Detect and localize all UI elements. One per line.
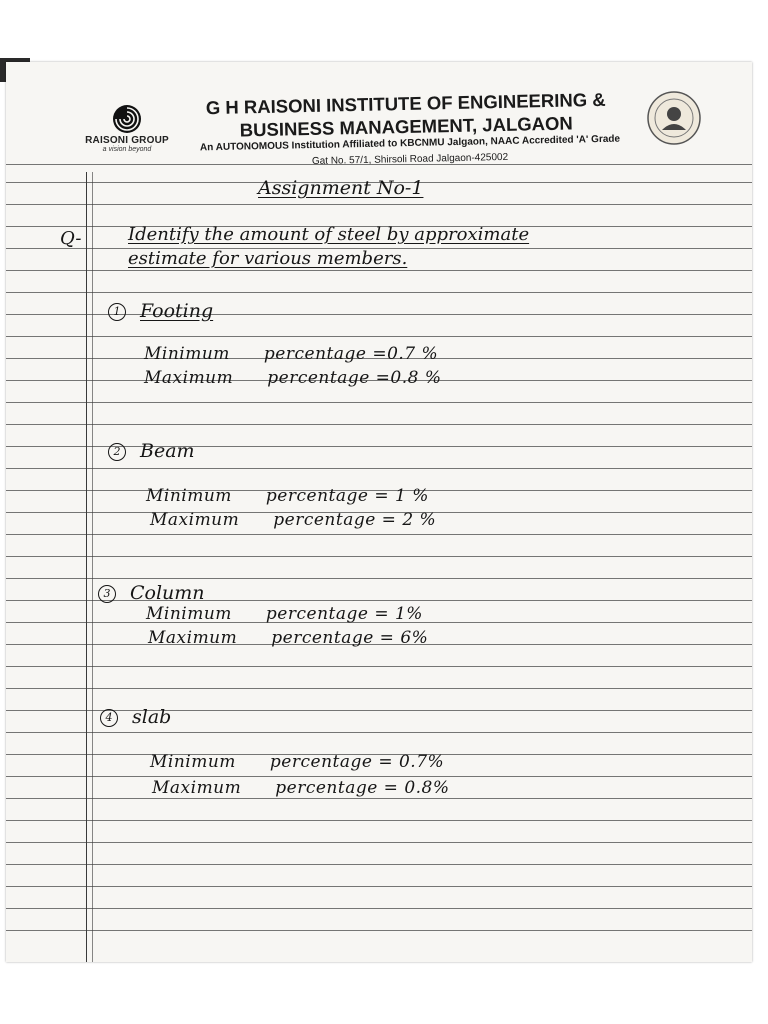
max-row [150, 510, 436, 530]
max-row [148, 628, 428, 648]
notebook-page [6, 62, 752, 962]
min-value: percentage = 0.7% [269, 752, 445, 772]
ruled-line [6, 270, 752, 271]
ruled-line [6, 886, 752, 887]
member-heading [98, 582, 205, 604]
min-label: Minimum [144, 344, 230, 364]
min-label: Minimum [150, 752, 236, 772]
ruled-line [6, 820, 752, 821]
max-label: Maximum [152, 778, 242, 798]
min-row [150, 752, 444, 772]
member-name: Beam [140, 440, 195, 462]
member-heading [100, 706, 171, 728]
member-name: Footing [140, 300, 214, 322]
ruled-line [6, 798, 752, 799]
max-label: Maximum [148, 628, 238, 648]
college-name-line2: BUSINESS MANAGEMENT, JALGAON [239, 112, 573, 141]
min-row [146, 604, 423, 624]
min-value: percentage = 1 % [265, 486, 429, 506]
ruled-line [6, 534, 752, 535]
min-label: Minimum [146, 604, 232, 624]
ruled-line [6, 468, 752, 469]
seal-icon [646, 90, 702, 146]
max-value: percentage =0.8 % [267, 368, 442, 388]
max-row [152, 778, 450, 798]
member-name: Column [130, 582, 205, 604]
college-subtitle: An AUTONOMOUS Institution Affiliated to KBCNMU Jalgaon, NAAC Accredited 'A' Grade [199, 133, 621, 154]
ruled-line [6, 842, 752, 843]
logo-name: RAISONI GROUP [85, 135, 169, 146]
member-heading [108, 300, 213, 322]
ruled-line [6, 424, 752, 425]
logo-tagline: a vision beyond [102, 146, 152, 153]
ruled-line [6, 688, 752, 689]
assignment-title: Assignment No-1 [258, 177, 424, 199]
min-row [144, 344, 438, 364]
member-number: 1 [108, 303, 126, 321]
ruled-line [6, 292, 752, 293]
ruled-line [6, 578, 752, 579]
swirl-logo-icon [110, 104, 144, 134]
question-line2: estimate for various members. [128, 248, 408, 269]
min-value: percentage =0.7 % [263, 344, 439, 364]
ruled-line [6, 336, 752, 337]
ruled-line [6, 930, 752, 931]
min-value: percentage = 1% [265, 604, 423, 624]
ruled-line [6, 402, 752, 403]
max-row [144, 368, 442, 388]
member-number: 3 [98, 585, 116, 603]
margin-line [86, 172, 87, 962]
ruled-line [6, 776, 752, 777]
member-number: 4 [100, 709, 118, 727]
max-value: percentage = 2 % [273, 510, 437, 530]
raisoni-logo [82, 104, 172, 153]
ruled-line [6, 666, 752, 667]
member-heading [108, 440, 195, 462]
member-name: slab [132, 706, 172, 728]
question-label: Q- [60, 228, 82, 249]
margin-line [92, 172, 93, 962]
ruled-line [6, 864, 752, 865]
max-value: percentage = 6% [271, 628, 429, 648]
question-line1: Identify the amount of steel by approximate [128, 224, 530, 245]
max-label: Maximum [144, 368, 234, 388]
ruled-line [6, 556, 752, 557]
min-label: Minimum [146, 486, 232, 506]
college-address: Gat No. 57/1, Shirsoli Road Jalgaon-425002 [311, 151, 509, 168]
min-row [146, 486, 429, 506]
member-number: 2 [108, 443, 126, 461]
ruled-line [6, 204, 752, 205]
max-value: percentage = 0.8% [275, 778, 450, 798]
max-label: Maximum [150, 510, 240, 530]
ruled-line [6, 732, 752, 733]
ruled-line [6, 908, 752, 909]
college-name-line1: G H RAISONI INSTITUTE OF ENGINEERING & [205, 88, 606, 119]
